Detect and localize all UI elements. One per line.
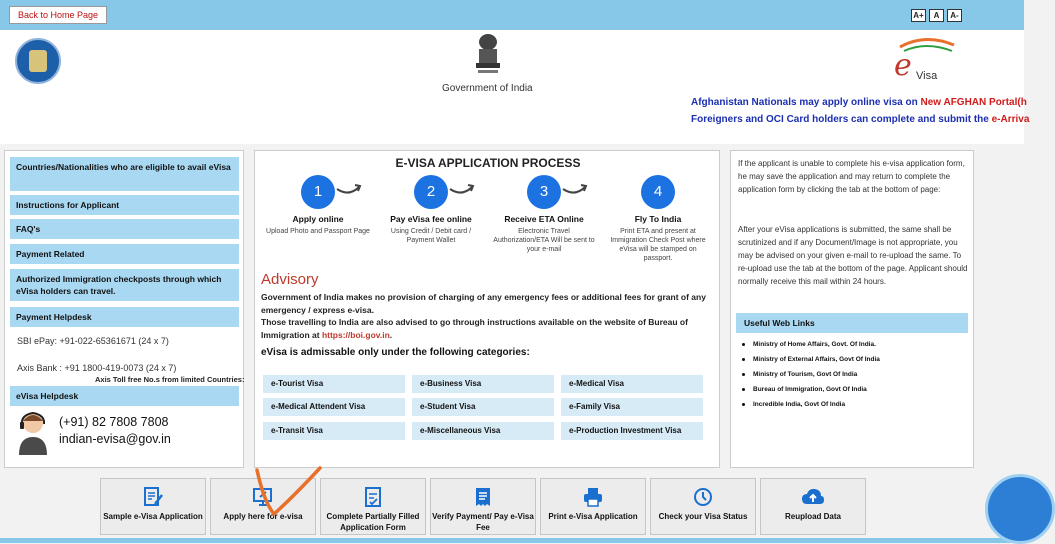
- link-external-affairs[interactable]: Ministry of External Affairs, Govt Of India: [741, 352, 969, 367]
- back-to-home-button[interactable]: Back to Home Page: [9, 6, 107, 24]
- useful-links-list: [741, 337, 969, 412]
- font-normal-button[interactable]: A: [929, 9, 944, 22]
- curved-arrow-icon: [561, 181, 589, 199]
- axis-bank-contact: Axis Bank : +91 1800-419-0073 (24 x 7): [17, 363, 177, 373]
- svg-text:e: e: [894, 48, 912, 83]
- top-bar: [0, 0, 1024, 30]
- visa-category-transit[interactable]: e-Transit Visa: [263, 422, 405, 440]
- menu-eligible-countries[interactable]: Countries/Nationalities who are eligible to avail eVisa: [10, 157, 239, 191]
- visa-category-production-investment[interactable]: e-Production Investment Visa: [561, 422, 703, 440]
- info-panel: [730, 150, 974, 468]
- step-number: 3: [527, 175, 561, 209]
- menu-immigration-checkposts[interactable]: Authorized Immigration checkposts through which eVisa holders can travel.: [10, 269, 239, 301]
- print-evisa-button[interactable]: Print e-Visa Application: [540, 478, 646, 535]
- cloud-upload-icon: [801, 486, 825, 508]
- curved-arrow-icon: [335, 181, 363, 199]
- evisa-helpdesk-title: eVisa Helpdesk: [10, 386, 239, 406]
- link-home-affairs[interactable]: Ministry of Home Affairs, Govt. Of India.: [741, 337, 969, 352]
- complete-partial-application-button[interactable]: Complete Partially Filled Application Form: [320, 478, 426, 535]
- visa-category-business[interactable]: e-Business Visa: [412, 375, 554, 393]
- save-application-info: If the applicant is unable to complete his e-visa application form, he may save the application and may return to complete the application form by clicking the tab at the bottom of page:: [738, 159, 965, 194]
- menu-payment-related[interactable]: Payment Related: [10, 244, 239, 264]
- left-sidebar: [4, 150, 244, 468]
- advisory-title: Advisory: [261, 271, 319, 288]
- footer-strip: [0, 538, 1024, 543]
- font-decrease-button[interactable]: A-: [947, 9, 962, 22]
- categories-title: eVisa is admissable only under the following categories:: [261, 347, 530, 358]
- process-step-2: [376, 175, 486, 245]
- check-visa-status-button[interactable]: Check your Visa Status: [650, 478, 756, 535]
- font-size-controls: [911, 9, 962, 22]
- boi-link[interactable]: https://boi.gov.in: [321, 329, 390, 340]
- advisory-text: Government of India makes no provision of charging of any emergency fees or additional fees for grant of any emergency / express e-visa. Those travelling to India are also advised to go through instructions available on the website of Bureau of Immigration at https://boi.gov.in.: [261, 292, 706, 340]
- step-title: Pay eVisa fee online: [390, 214, 472, 224]
- menu-instructions[interactable]: Instructions for Applicant: [10, 195, 239, 215]
- chat-assistant-icon[interactable]: [985, 474, 1055, 544]
- apply-evisa-button[interactable]: Apply here for e-visa: [210, 478, 316, 535]
- menu-faqs[interactable]: FAQ's: [10, 219, 239, 239]
- helpdesk-email[interactable]: indian-evisa@gov.in: [59, 432, 171, 446]
- ministry-emblem-icon: [15, 38, 61, 84]
- helpdesk-phone: (+91) 82 7808 7808: [59, 415, 169, 429]
- useful-links-title: Useful Web Links: [736, 313, 968, 333]
- verify-payment-button[interactable]: Verify Payment/ Pay e-Visa Fee: [430, 478, 536, 535]
- process-step-4: [603, 175, 713, 263]
- ashoka-emblem-icon: [473, 32, 503, 78]
- application-process-panel: [254, 150, 720, 468]
- step-title: Receive ETA Online: [504, 214, 584, 224]
- form-check-icon: [362, 486, 384, 508]
- svg-text:Visa: Visa: [916, 70, 938, 82]
- step-description: Upload Photo and Passport Page: [266, 228, 370, 235]
- support-agent-icon: [15, 409, 51, 455]
- action-bar: [100, 478, 866, 535]
- font-increase-button[interactable]: A+: [911, 9, 926, 22]
- step-description: Using Credit / Debit card / Payment Wallet: [390, 228, 472, 244]
- evisa-logo-icon: [890, 35, 960, 87]
- clock-icon: [692, 486, 714, 508]
- visa-category-tourist[interactable]: e-Tourist Visa: [263, 375, 405, 393]
- menu-payment-helpdesk[interactable]: Payment Helpdesk: [10, 307, 239, 327]
- visa-category-medical-attendent[interactable]: e-Medical Attendent Visa: [263, 398, 405, 416]
- visa-category-student[interactable]: e-Student Visa: [412, 398, 554, 416]
- step-title: Fly To India: [634, 214, 682, 224]
- monitor-pen-icon: [252, 486, 274, 508]
- axis-tollfree-note: Axis Toll free No.s from limited Countries:: [95, 375, 245, 384]
- curved-arrow-icon: [448, 181, 476, 199]
- sbi-epay-contact: SBI ePay: +91-022-65361671 (24 x 7): [17, 336, 169, 346]
- step-title: Apply online: [292, 214, 344, 224]
- step-description: Print ETA and present at Immigration Check Post where eVisa will be stamped on passport.: [610, 228, 706, 262]
- process-step-1: [263, 175, 373, 236]
- header: [0, 30, 1030, 144]
- step-number: 2: [414, 175, 448, 209]
- sample-evisa-button[interactable]: Sample e-Visa Application: [100, 478, 206, 535]
- ticker-oci[interactable]: Foreigners and OCI Card holders can complete and submit the e-Arriva: [691, 114, 1030, 125]
- visa-category-family[interactable]: e-Family Visa: [561, 398, 703, 416]
- receipt-icon: [472, 486, 494, 508]
- link-incredible-india[interactable]: Incredible India, Govt Of India: [741, 397, 969, 412]
- link-tourism[interactable]: Ministry of Tourism, Govt Of India: [741, 367, 969, 382]
- reupload-data-button[interactable]: Reupload Data: [760, 478, 866, 535]
- process-title: E-VISA APPLICATION PROCESS: [395, 156, 581, 170]
- link-bureau-immigration[interactable]: Bureau of Immigration, Govt Of India: [741, 382, 969, 397]
- step-description: Electronic Travel Authorization/ETA Will be sent to your e-mail: [493, 228, 595, 253]
- step-number: 4: [641, 175, 675, 209]
- process-step-3: [489, 175, 599, 254]
- visa-category-miscellaneous[interactable]: e-Miscellaneous Visa: [412, 422, 554, 440]
- step-number: 1: [301, 175, 335, 209]
- document-edit-icon: [142, 486, 164, 508]
- government-of-india-label: Government of India: [442, 83, 533, 94]
- printer-icon: [582, 486, 604, 508]
- reupload-info: After your eVisa applications is submitted, the same shall be scrutinized and if any Document/Image is not appropriate, you may be advised on your given e-mail to re-upload the same. To re-upload use the tab at the bottom of the page. Applicant should normally receive this mail within 24 hours.: [738, 225, 968, 286]
- ticker-afghan[interactable]: Afghanistan Nationals may apply online visa on New AFGHAN Portal(h: [691, 97, 1027, 108]
- visa-category-medical[interactable]: e-Medical Visa: [561, 375, 703, 393]
